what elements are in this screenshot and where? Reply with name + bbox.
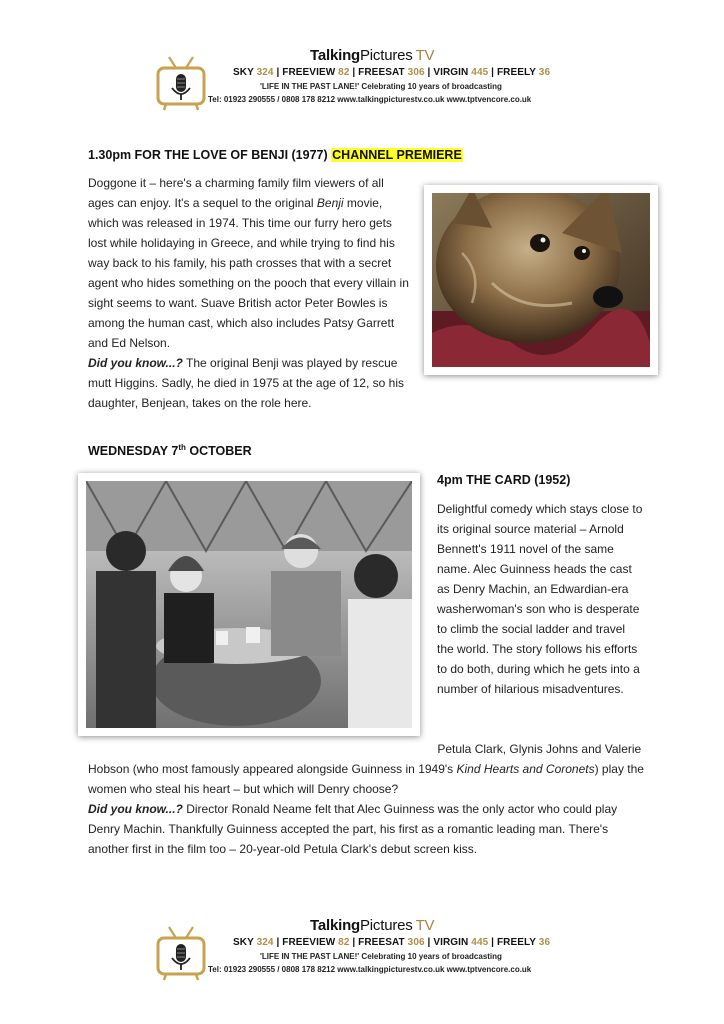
tv-logo-icon xyxy=(156,924,206,982)
tv-logo-icon xyxy=(156,54,206,112)
card-body-wide: Petula Clark, Glynis Johns and Valerie Hobson (who most famously appeared alongside Guinness in 1949's Kind Hearts and Coronets) play the women who steal his heart – but which will Denry choose? Did you know...? Director Ronald Neame felt that Alec Guinness was the only actor who could play Denry Machin. Thankfully Guinness accepted the part, his first as a romantic leading man. There's another first in the film too – 20-year-old Petula Clark's debut screen kiss. xyxy=(88,742,644,856)
contact-line: Tel: 01923 290555 / 0808 178 8212 www.talkingpicturestv.co.uk www.tptvencore.co.uk xyxy=(208,965,532,974)
benji-dog-photo xyxy=(424,185,658,375)
footer-banner xyxy=(150,914,580,990)
tagline: 'LIFE IN THE PAST LANE!' Celebrating 10 years of broadcasting xyxy=(260,952,502,961)
header-banner xyxy=(150,44,580,120)
benji-heading: 1.30pm FOR THE LOVE OF BENJI (1977) CHANNEL PREMIERE xyxy=(88,148,462,162)
channel-list: SKY 324 | FREEVIEW 82 | FREESAT 306 | VIRGIN 445 | FREELY 36 xyxy=(233,937,551,948)
card-heading: 4pm THE CARD (1952) xyxy=(437,473,571,487)
the-card-film-still xyxy=(78,473,420,736)
brand-title: TalkingPictures TV xyxy=(310,47,435,64)
tagline: 'LIFE IN THE PAST LANE!' Celebrating 10 years of broadcasting xyxy=(260,82,502,91)
channel-list: SKY 324 | FREEVIEW 82 | FREESAT 306 | VIRGIN 445 | FREELY 36 xyxy=(233,67,551,78)
benji-body: Doggone it – here's a charming family film viewers of all ages can enjoy. It's a sequel to the original Benji movie, which was released in 1974. This time our furry hero gets lost while holidaying in Greece, and while trying to find his way back to his family, his path crosses that with a secret agent who hides something on the pooch that every villain in sight seems to want. Suave British actor Peter Bowles is among the human cast, which also includes Patsy Garrett and Ed Nelson. Did you know...? The original Benji was played by rescue mutt Higgins. Sadly, he died in 1975 at the age of 12, so his daughter, Benjean, takes on the role here. xyxy=(88,176,409,410)
contact-line: Tel: 01923 290555 / 0808 178 8212 www.talkingpicturestv.co.uk www.tptvencore.co.uk xyxy=(208,95,532,104)
brand-title: TalkingPictures TV xyxy=(310,917,435,934)
channel-premiere-badge: CHANNEL PREMIERE xyxy=(332,148,462,162)
day-heading: WEDNESDAY 7th OCTOBER xyxy=(88,443,252,459)
card-body-narrow: Delightful comedy which stays close to its original source material – Arnold Bennett's 1911 novel of the same name. Alec Guinness heads the cast as Denry Machin, an Edwardian-era washerwoman's son who is desperate to climb the social ladder and travel the world. The story follows his efforts to do both, during which he gets into a number of hilarious misadventures. xyxy=(437,502,643,696)
